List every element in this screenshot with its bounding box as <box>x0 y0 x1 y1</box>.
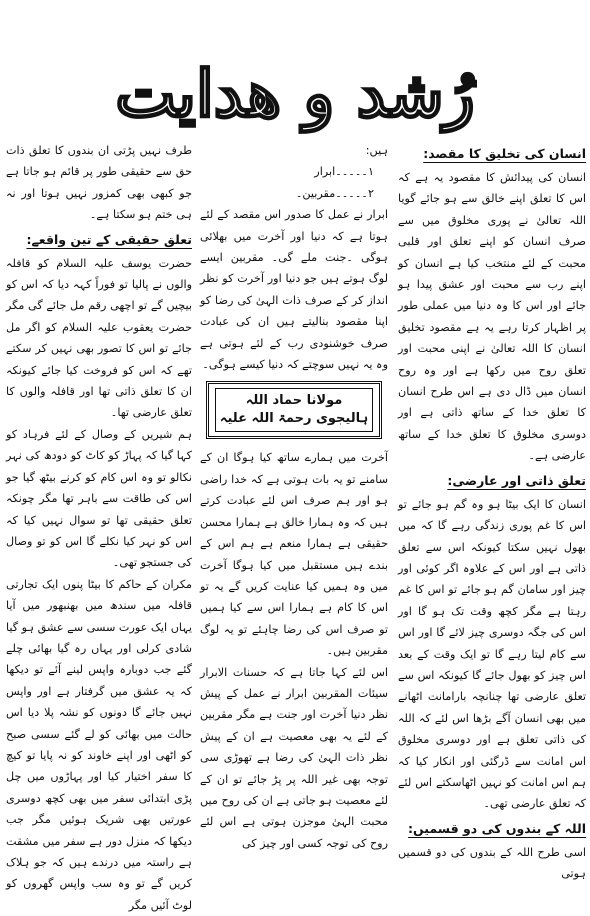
paragraph: انسان کا ایک بیٹا ہو وہ گم ہو جائے تو اس کا غم پوری زندگی رہے گا کہ میں بھول نہیں سکتا کیونکہ اس سے تعلق ذاتی ہے اور اس کے علاوہ اگر کوئی اور چیز اور سامان گم ہو جائے تو اس کا غم رہتا ہے مگر کچھ وقت تک ہو گا اور اس کی جگہ دوسری چیز لائے گا اور اس سے کام لیتا رہے گا تو ایک وقت کے بعد اس چیز کو بھول جائے گا کیونکہ اس سے تعلق عارضی تھا چنانچہ بارامانت اٹھانے میں بھی انسان آگے بڑھا اس لئے کہ اللہ کی ذاتی تعلق ہے اور دوسری مخلوق اس امانت سے ڈرگئی اور انکار کیا کہ ہم اس امانت کو نہیں اٹھاسکتے اس لئے کہ تعلق عارضی تھی۔ <box>398 497 586 811</box>
paragraph: اس لئے کہا جاتا ہے کہ حسنات الابرار سیئات المقربین ابرار نے عمل کے پیش نظر دنیا آخرت اور جنت ہے مگر مقربین کے لئے یہ بھی معصیت ہے ان کے پیش نظر ذات الہیٰ کی رضا ہے تھوڑی سی توجہ بھی غیر اللہ پر پڑ جائے تو ان کے لئے معصیت ہو جاتی ہے ان کی روح میں محبت الہیٰ موجزن ہوتی ہے اس لئے روح کی توجہ کسی اور چیز کی <box>200 665 388 850</box>
heading-three-incidents: تعلق حقیقی کے تین واقعے: <box>26 231 192 247</box>
heading-personal-and-temporary-relation: تعلق ذاتی اور عارضی: <box>447 472 586 488</box>
paragraph: حضرت یوسف علیہ السلام کو قافلہ والوں نے پالیا تو فوراً کہہ دیا کہ اس کو بیچیں گے تو اچھی رقم مل جائے گی مگر حضرت یعقوب علیہ السلام کو اگر مل جائے تو اس کا تصور بھی نہیں کر سکتے تھے کہ اس کو فروخت کیا جائے کیونکہ ان کا تعلق ذاتی تھا اور قافلہ والوں کا تعلق عارضی تھا۔ <box>6 256 192 420</box>
paragraph: ہیں: <box>365 144 388 157</box>
paragraph: مکران کے حاکم کا بیٹا پنوں ایک تجارتی قافلہ میں سندھ میں بھنبھور میں آیا یہاں ایک عورت سسی سے عشق ہو گیا شادی کرلی اور یہاں رہ گیا بھائی چلے گئے جب دوبارہ واپس لینے آئے تو دیکھا کہ یہ عشق میں گرفتار ہے اور واپس نہیں جائے گا دونوں کو نشہ پلا دیا اس حالت میں بھائی کو لے گئے سسی صبح کو اٹھی اور اپنے خاوند کو نہ پایا تو کیچ کا سفر اختیار کیا اور پہاڑوں میں چل پڑی ابتدائی سفر میں بھی کچھ دوسری عورتیں بھی شریک ہوئیں مگر جب دیکھا کہ منزل دور ہے سفر میں مشقت ہے راستہ میں درندے ہیں کہ جو ہلاک کریں گے تو وہ سب واپس گھروں کو لوٹ آئیں مگر <box>6 577 192 912</box>
paragraph: ابرار نے عمل کا صدور اس مقصد کے لئے ہوتا ہے کہ دنیا اور آخرت میں بھلائی ہوگی ۔جنت ملے گی۔ مقربین ایسے لوگ ہوتے ہیں جو دنیا اور آخرت کو نظر انداز کر کے صرف ذات الہیٰ کی رضا کو اپنا مقصود بنالیتے ہیں ان کی عبادت صرف خوشنودی رب کے لئے ہوتی ہے وہ یہ نہیں سوچتے کہ دنیا کیسے ہوگی۔ <box>200 208 388 372</box>
list-item: ۱۔۔۔۔۔ابرار <box>314 165 374 179</box>
column-middle <box>200 140 388 850</box>
author-name-box <box>206 381 382 439</box>
column-right <box>398 140 586 881</box>
heading-two-kinds-of-servants: اللہ کے بندوں کی دو قسمیں: <box>408 820 586 836</box>
paragraph: آخرت میں ہمارے ساتھ کیا ہوگا ان کے سامنے تو یہ بات ہوتی ہے کہ خدا راضی ہو اور ہم صرف اس لئے عبادت کرتے ہیں کہ وہ ہمارا خالق ہے ہمارا محسن حقیقی ہے ہمارا منعم ہے ہم اس کے بندے ہیں مستقبل میں کیا ہوگا آخرت میں وہ ہمیں کیا عنایت کریں گے یہ تو اس کا کام ہے ہمارا اس سے کیا ہمیں تو صرف اس کی رضا چاہئے تو یہ لوگ مقربین ہیں۔ <box>200 451 388 658</box>
column-left <box>6 140 192 912</box>
paragraph: انسان کی پیدائش کا مقصود یہ ہے کہ اس کا تعلق اپنے خالق سے ہو جائے گویا اللہ تعالیٰ نے پوری مخلوق میں سے صرف انسان کو اپنے تعلق اور قلبی محبت کے لئے منتخب کیا ہے انسان کو اپنے رب سے محبت اور عشق پیدا ہو جائے اور اس کا وہ دنیا میں عملی طور پر اظہار کرتا رہے یہ ہے مقصود تخلیق انسان کا اللہ تعالیٰ نے اپنی محبت اور تعلق روح میں رکھا ہے اور وہ روح انسان میں ڈال دی ہے اس طرح انسان کا تعلق خدا کے ساتھ ذاتی ہے اور دوسری مخلوق کا تعلق خدا کے ساتھ عارضی ہے۔ <box>398 171 586 463</box>
author-name: مولانا حماد اللہ ہالیجوی رحمۃ اللہ علیہ <box>215 388 373 432</box>
heading-purpose-of-creation: انسان کی تخلیق کا مقصد: <box>423 146 586 161</box>
paragraph: اسی طرح اللہ کے بندوں کی دو قسمیں ہوتی <box>398 845 586 881</box>
paragraph: ہم شیریں کے وصال کے لئے فرہاد کو کہا گیا کہ پہاڑ کو کاٹ کو دودھ کی نہر نکالو تو وہ اس کام کو کرنے بیٹھ گیا جو اس کی طاقت سے باہر تھا مگر چونکہ تعلق حقیقی تھا تو سوال نہیں کیا کہ اس کو نہر کیا نکلے گا اس کو تو وصال کی جستجو تھی۔ <box>6 427 192 570</box>
page-title: رُشد و ھدایت <box>115 57 475 132</box>
list-item: ۲۔۔۔۔۔مقربین۔ <box>295 186 374 200</box>
paragraph: طرف نہیں پڑتی ان بندوں کا تعلق ذات حق سے حقیقی طور پر قائم ہو جاتا ہے جو کبھی بھی کمزور نہیں ہوتا اور نہ ہی ختم ہو سکتا ہے۔ <box>6 144 192 222</box>
